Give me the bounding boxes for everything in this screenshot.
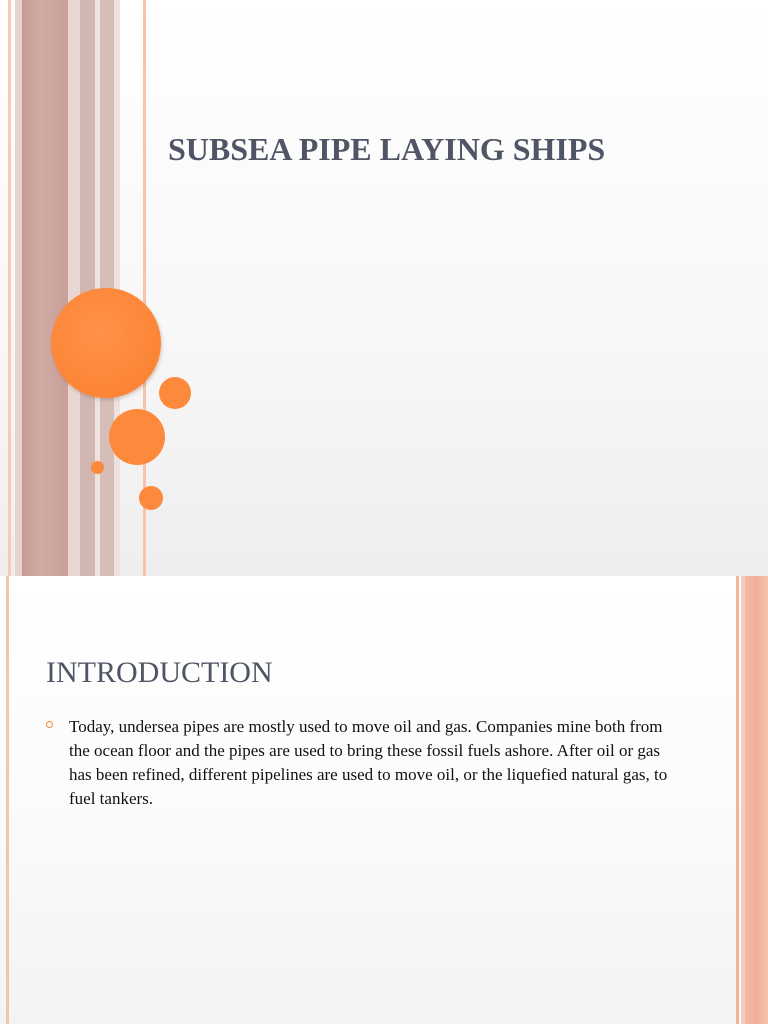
decorative-stripe bbox=[6, 576, 9, 1024]
bullet-text: Today, undersea pipes are mostly used to move oil and gas. Companies mine both from the ocean floor and the pipes are used to bring these fossil fuels ashore. After oil or gas has been refined, different pipelines are used to move oil, or the liquefied natural gas, to fuel tankers. bbox=[69, 717, 668, 808]
decorative-circle-medium bbox=[109, 409, 165, 465]
decorative-stripes bbox=[0, 0, 160, 576]
decorative-stripes bbox=[736, 576, 768, 1024]
decorative-circle-tiny bbox=[91, 461, 104, 474]
decorative-circle-small bbox=[159, 377, 191, 409]
slide-title: INTRODUCTION bbox=[46, 656, 273, 689]
bullet-circle-icon bbox=[46, 721, 53, 728]
decorative-circle-small bbox=[139, 486, 163, 510]
slide-2 bbox=[0, 576, 768, 1024]
decorative-circle-large bbox=[51, 288, 161, 398]
bullet-item bbox=[46, 715, 686, 811]
slide-title: SUBSEA PIPE LAYING SHIPS bbox=[168, 131, 606, 167]
